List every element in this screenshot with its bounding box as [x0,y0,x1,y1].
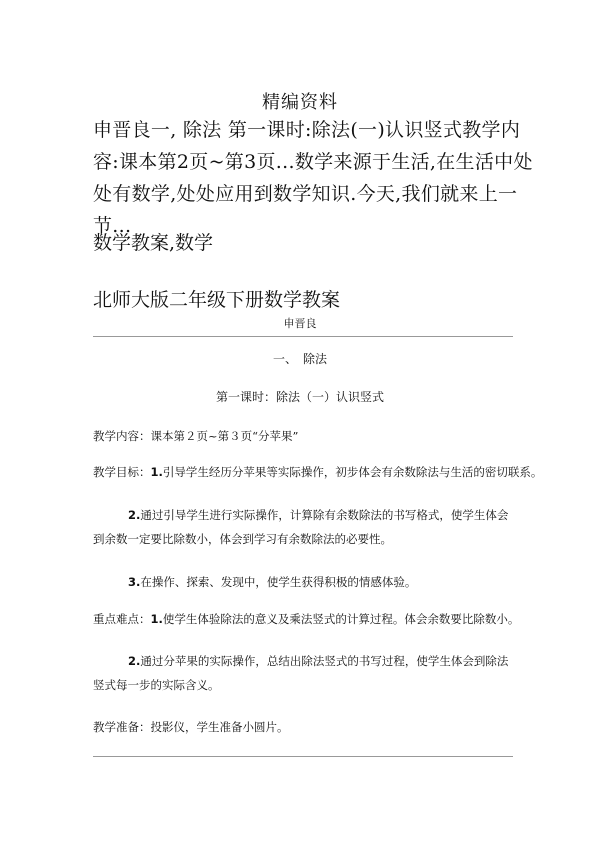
page-header-title: 精编资料 [262,92,338,113]
teaching-content-line: 教学内容：课本第２页~第３页“分苹果” [93,429,299,443]
key-point-item-1 [93,607,519,631]
objective-text-2: 通过引导学生进行实际操作，计算除有余数除法的书写格式，使学生体会到余数一定要比除数小，体会到学习有余数除法的必要性。 [93,508,509,546]
objective-number-1: 1. [150,465,163,479]
section-heading: 一、 除法 [272,352,327,366]
objective-item-1 [93,460,542,484]
lesson-title: 第一课时：除法（一）认识竖式 [215,390,384,404]
objective-number-3: 3. [128,575,141,589]
key-points-label: 重点难点： [93,612,151,626]
objective-item-3 [128,570,416,594]
bottom-divider [93,756,513,757]
objective-text-1: 引导学生经历分苹果等实际操作，初步体会有余数除法与生活的密切联系。 [162,465,543,479]
document-author: 申晋良 [283,317,317,330]
keywords-line: 数学教案,数学 [93,232,214,254]
objectives-label: 教学目标： [93,465,151,479]
objective-item-2 [93,503,513,551]
top-divider [93,336,513,337]
key-point-number-2: 2. [128,654,141,668]
key-point-item-2 [93,649,513,697]
teaching-preparation-line: 教学准备：投影仪，学生准备小圆片。 [93,720,289,734]
key-point-number-1: 1. [150,612,163,626]
document-title: 北师大版二年级下册数学教案 [93,289,341,311]
key-point-text-1: 使学生体验除法的意义及乘法竖式的计算过程。体会余数要比除数小。 [162,612,520,626]
objective-text-3: 在操作、探索、发现中，使学生获得积极的情感体验。 [140,575,417,589]
key-point-text-2: 通过分苹果的实际操作，总结出除法竖式的书写过程，使学生体会到除法竖式每一步的实际含义。 [93,654,509,692]
summary-text: 申晋良一, 除法 第一课时:除法(一)认识竖式教学内容:课本第2页~第3页...数学来源于生活,在生活中处处有数学,处处应用到数学知识.今天,我们就来上一节... [93,119,533,237]
objective-number-2: 2. [128,508,141,522]
